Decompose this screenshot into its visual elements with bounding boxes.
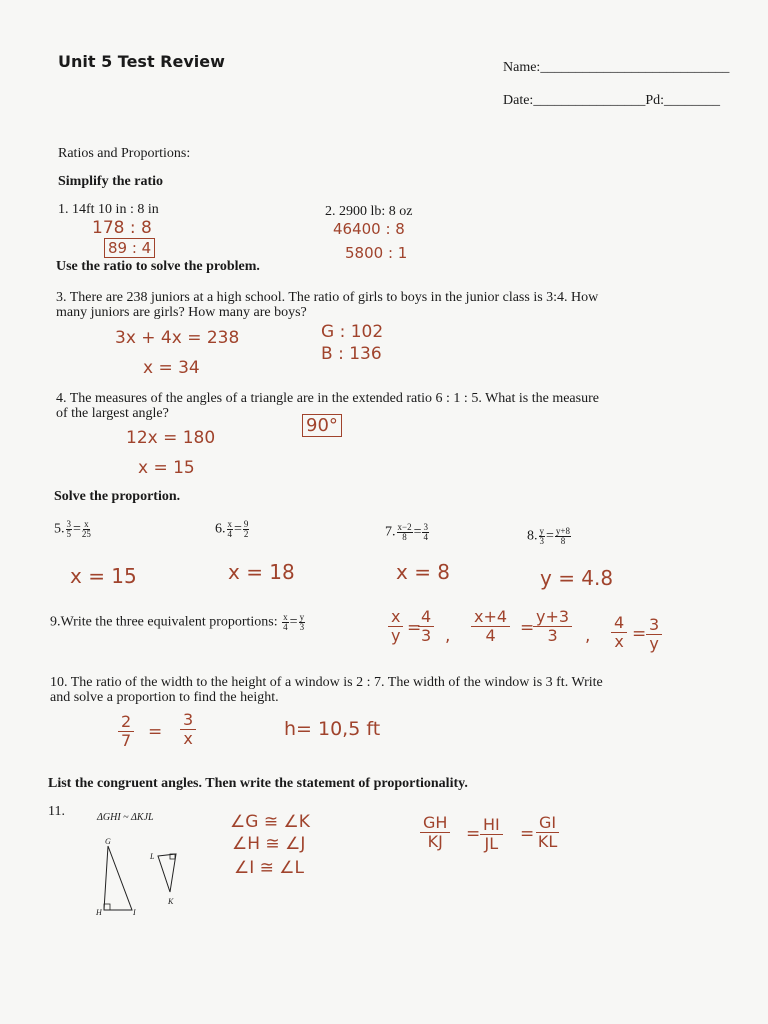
question-3-line-1: 3. There are 238 juniors at a high school. The ratio of girls to boys in the junior class is 3:4. How bbox=[56, 290, 599, 305]
question-10-line-2: and solve a proportion to find the height. bbox=[50, 690, 279, 705]
page-title: Unit 5 Test Review bbox=[58, 52, 225, 71]
congruent-angle-2: ∠H ≅ ∠J bbox=[232, 834, 306, 854]
q3-work-solution: x = 34 bbox=[143, 358, 200, 378]
name-field: Name:___________________________ bbox=[503, 60, 730, 75]
ratio-gh-kj: GH KJ bbox=[420, 814, 450, 851]
p7-answer: x = 8 bbox=[396, 560, 451, 584]
vertex-label-k: K bbox=[168, 897, 174, 906]
q9-equals-1: = bbox=[407, 618, 422, 638]
section-heading-solve-proportion: Solve the proportion. bbox=[54, 489, 181, 504]
q9-answer-1-right: 4 3 bbox=[418, 608, 434, 645]
ratio-hi-jl: HI JL bbox=[480, 816, 503, 853]
section-heading-use-ratio: Use the ratio to solve the problem. bbox=[56, 259, 260, 274]
question-1: 1. 14ft 10 in : 8 in bbox=[58, 202, 159, 217]
p5-answer: x = 15 bbox=[70, 564, 137, 588]
q1-answer-box: 89 : 4 bbox=[104, 238, 155, 258]
q2-work-line-1: 46400 : 8 bbox=[333, 220, 405, 238]
date-field: Date:________________Pd:________ bbox=[503, 93, 720, 108]
question-10-line-1: 10. The ratio of the width to the height of a window is 2 : 7. The width of the window is 3 ft. Write bbox=[50, 675, 603, 690]
section-heading-congruent-angles: List the congruent angles. Then write the statement of proportionality. bbox=[48, 776, 468, 791]
q9-answer-2-left: x+4 4 bbox=[471, 608, 510, 645]
question-3-line-2: many juniors are girls? How many are boys? bbox=[56, 305, 307, 320]
proportion-8: 8. $\frac{y}{3}$ = $\frac{y+8}{8}$ bbox=[527, 526, 570, 546]
q1-work-line-1: 178 : 8 bbox=[92, 218, 152, 238]
similarity-statement: ΔGHI ~ ΔKJL bbox=[97, 812, 154, 823]
ratio-equals-2: = bbox=[520, 824, 535, 844]
question-4-line-1: 4. The measures of the angles of a triangle are in the extended ratio 6 : 1 : 5. What is the measure bbox=[56, 391, 599, 406]
q4-answer-box: 90° bbox=[302, 414, 342, 437]
q10-answer: h= 10,5 ft bbox=[284, 718, 381, 740]
q9-answer-2-right: y+3 3 bbox=[533, 608, 572, 645]
q10-equals: = bbox=[148, 722, 163, 742]
q9-comma-1: , bbox=[445, 626, 451, 646]
q3-boys-answer: B : 136 bbox=[321, 344, 382, 364]
proportion-7: 7. $\frac{x-2}{8}$ = $\frac{3}{4}$ bbox=[385, 522, 428, 542]
question-9: 9.Write the three equivalent proportions: $\frac{x}{4}$ = $\frac{y}{3}$ bbox=[50, 612, 305, 632]
vertex-label-h: H bbox=[96, 908, 102, 917]
proportion-6: 6. $\frac{x}{4}$ = $\frac{9}{2}$ bbox=[215, 519, 249, 539]
q10-work-left: 2 7 bbox=[118, 713, 134, 750]
vertex-label-g: G bbox=[105, 837, 111, 846]
q4-work-solution: x = 15 bbox=[138, 458, 195, 478]
q9-equals-2: = bbox=[520, 618, 535, 638]
q9-equals-3: = bbox=[632, 624, 647, 644]
q4-work-equation: 12x = 180 bbox=[126, 428, 216, 448]
congruent-angle-1: ∠G ≅ ∠K bbox=[230, 812, 310, 832]
q2-work-line-2: 5800 : 1 bbox=[345, 244, 408, 262]
section-heading-ratios: Ratios and Proportions: bbox=[58, 146, 191, 161]
q9-answer-3-right: 3 y bbox=[646, 616, 662, 653]
p6-answer: x = 18 bbox=[228, 560, 295, 584]
q3-girls-answer: G : 102 bbox=[321, 322, 384, 342]
ratio-gi-kl: GI KL bbox=[537, 813, 558, 851]
question-4-line-2: of the largest angle? bbox=[56, 406, 169, 421]
q3-work-equation: 3x + 4x = 238 bbox=[115, 328, 240, 348]
q9-comma-2: , bbox=[585, 626, 591, 646]
congruent-angle-3: ∠I ≅ ∠L bbox=[234, 858, 305, 878]
q9-answer-3-left: 4 x bbox=[611, 614, 627, 651]
q9-answer-1-left: x y bbox=[388, 608, 403, 645]
ratio-equals-1: = bbox=[466, 824, 481, 844]
vertex-label-l: L bbox=[150, 852, 155, 861]
p8-answer: y = 4.8 bbox=[540, 566, 614, 590]
proportion-5: 5. $\frac{3}{5}$ = $\frac{x}{25}$ bbox=[54, 519, 91, 539]
vertex-label-i: I bbox=[133, 908, 136, 917]
question-11: 11. bbox=[48, 804, 65, 819]
q10-work-right: 3 x bbox=[180, 711, 196, 748]
section-subheading-simplify: Simplify the ratio bbox=[58, 174, 163, 189]
question-2: 2. 2900 lb: 8 oz bbox=[325, 204, 413, 219]
